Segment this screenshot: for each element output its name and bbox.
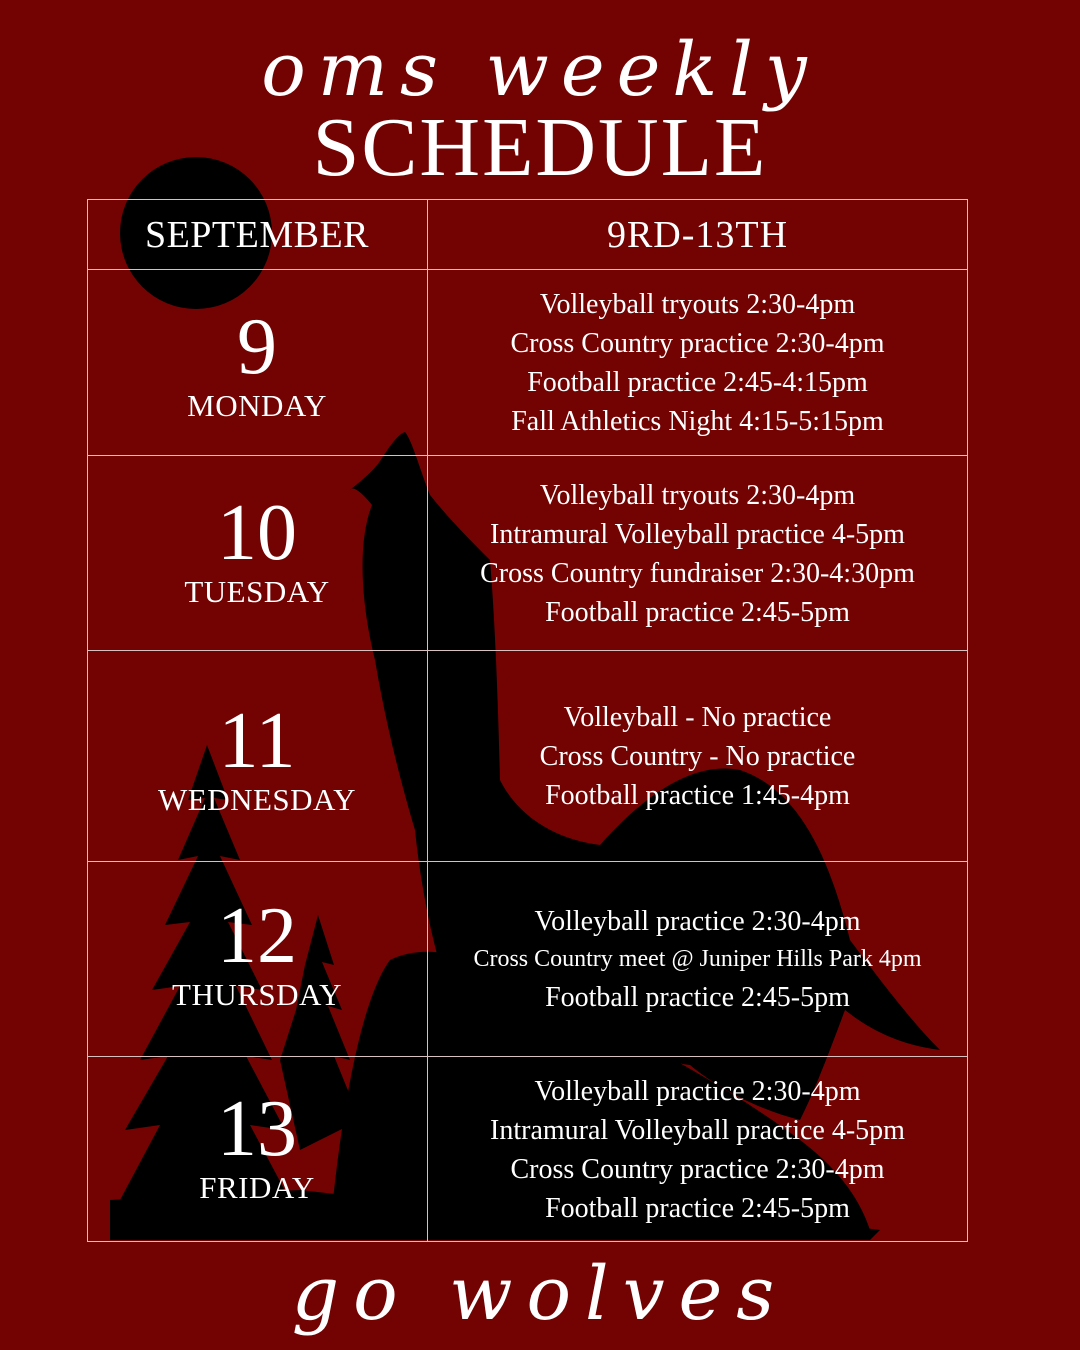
- day-number: 9: [237, 303, 277, 391]
- event-item: Football practice 2:45-5pm: [545, 982, 850, 1013]
- day-cell-monday: [87, 303, 427, 424]
- day-number: 13: [217, 1085, 297, 1173]
- event-item: Football practice 2:45-5pm: [545, 1192, 850, 1224]
- event-item: Cross Country practice 2:30-4pm: [510, 1153, 885, 1185]
- event-item: Volleyball - No practice: [563, 702, 832, 733]
- event-item: Volleyball tryouts 2:30-4pm: [539, 289, 856, 320]
- day-number: 11: [218, 697, 296, 785]
- events-friday: [427, 1057, 968, 1242]
- day-name: THURSDAY: [172, 977, 342, 1012]
- event-item: Cross Country practice 2:30-4pm: [510, 328, 885, 359]
- day-name: WEDNESDAY: [158, 782, 356, 817]
- events-thursday: [427, 862, 968, 1057]
- events-wednesday: [427, 651, 968, 862]
- day-cell-wednesday: [87, 697, 427, 818]
- footer-script-text: go wolves: [291, 1251, 789, 1337]
- events-monday: [427, 270, 968, 456]
- event-item: Football practice 2:45-5pm: [545, 596, 850, 628]
- page-title: SCHEDULE: [312, 101, 768, 194]
- event-item: Football practice 2:45-4:15pm: [527, 367, 868, 398]
- event-item: Volleyball practice 2:30-4pm: [534, 906, 861, 937]
- day-cell-tuesday: [87, 489, 427, 610]
- event-item: Cross Country meet @ Juniper Hills Park 4pm: [473, 946, 922, 972]
- header-script-title: oms weekly: [261, 27, 819, 113]
- event-item: Fall Athletics Night 4:15-5:15pm: [511, 406, 884, 437]
- day-number: 12: [217, 892, 297, 980]
- day-name: TUESDAY: [184, 574, 330, 609]
- event-item: Volleyball practice 2:30-4pm: [534, 1075, 861, 1107]
- day-name: MONDAY: [187, 388, 327, 423]
- date-range-label: 9RD-13TH: [606, 214, 789, 256]
- day-name: FRIDAY: [199, 1170, 315, 1205]
- day-cell-thursday: [87, 892, 427, 1013]
- events-tuesday: [427, 456, 968, 651]
- day-cell-friday: [87, 1085, 427, 1206]
- event-item: Volleyball tryouts 2:30-4pm: [539, 479, 856, 511]
- day-number: 10: [217, 489, 297, 577]
- event-item: Intramural Volleyball practice 4-5pm: [490, 1114, 905, 1146]
- event-item: Intramural Volleyball practice 4-5pm: [490, 518, 905, 550]
- month-label: SEPTEMBER: [144, 214, 370, 256]
- event-item: Cross Country fundraiser 2:30-4:30pm: [480, 557, 915, 589]
- event-item: Cross Country - No practice: [539, 741, 856, 772]
- event-item: Football practice 1:45-4pm: [545, 780, 850, 811]
